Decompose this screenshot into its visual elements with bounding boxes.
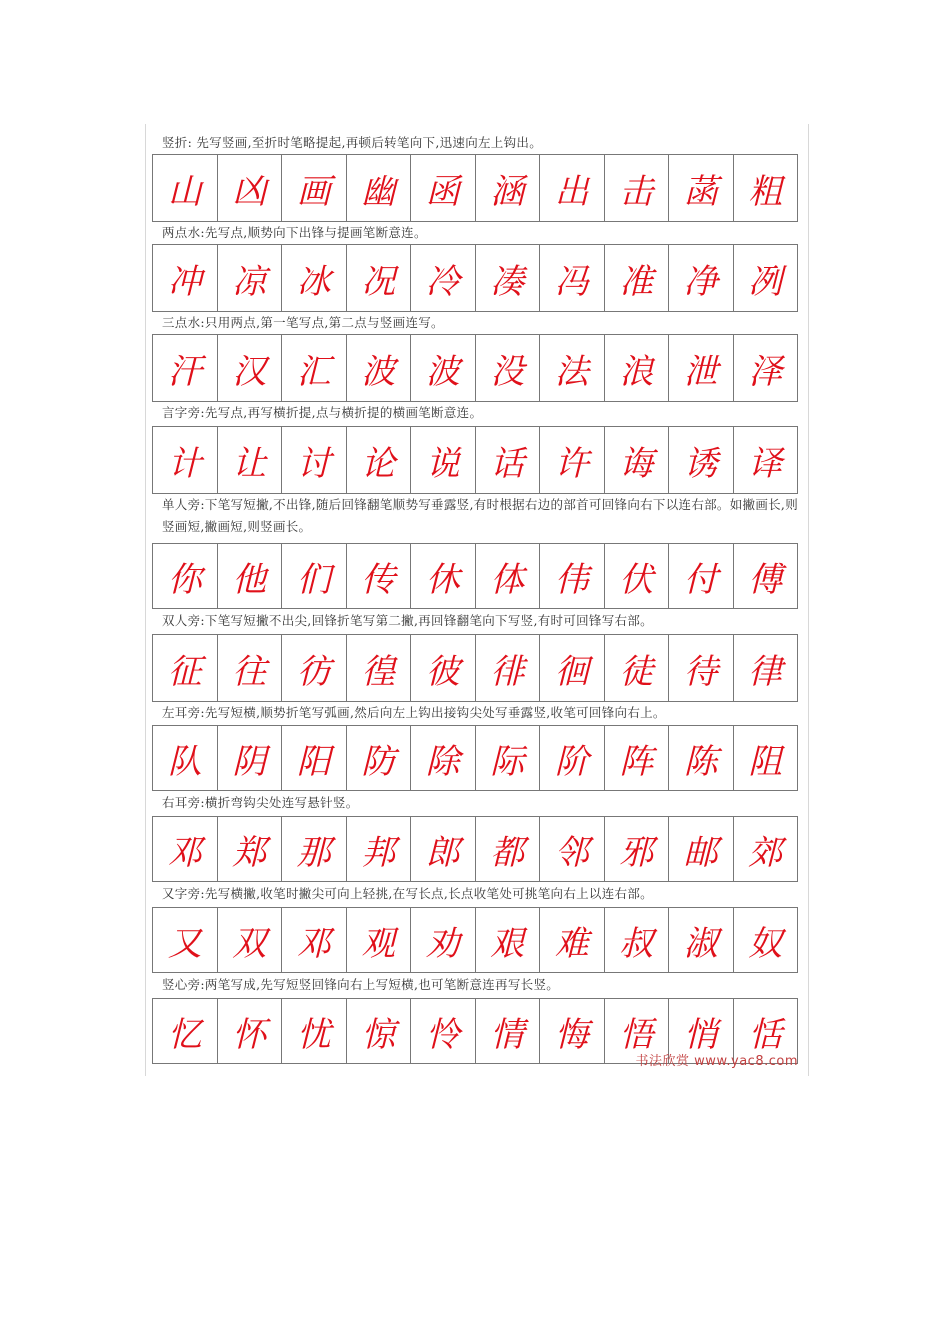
character-cell: 除 [411, 726, 476, 790]
character-cell: 函 [411, 155, 476, 221]
character-cell: 情 [476, 999, 541, 1063]
character-cell: 傅 [748, 559, 783, 600]
section-description: 单人旁:下笔写短撇,不出锋,随后回锋翻笔顺势写垂露竖,有时根据右边的部首可回锋向右下以连右部。如撇画长,则竖画短,撇画短,则竖画长。 [162, 497, 799, 534]
character-cell: 队 [153, 726, 218, 790]
character-cell: 论 [347, 427, 412, 493]
character-cell: 凑 [476, 245, 541, 311]
character-cell: 奴 [748, 923, 783, 964]
character-cell: 冰 [282, 245, 347, 311]
character-cell: 话 [476, 427, 541, 493]
character-cell: 休 [411, 544, 476, 608]
character-grid [152, 907, 798, 973]
character-cell: 冷 [411, 245, 476, 311]
character-cell: 净 [669, 245, 734, 311]
practice-sheet [145, 124, 809, 1076]
character-cell: 郑 [218, 817, 283, 881]
character-cell: 劝 [411, 908, 476, 972]
character-cell: 冽 [748, 261, 783, 302]
character-cell: 又 [153, 908, 218, 972]
character-cell: 阵 [605, 726, 670, 790]
character-grid [152, 543, 798, 609]
character-cell: 阳 [282, 726, 347, 790]
character-cell: 击 [605, 155, 670, 221]
character-cell: 邻 [540, 817, 605, 881]
character-cell: 观 [347, 908, 412, 972]
character-cell: 陈 [669, 726, 734, 790]
character-cell: 汉 [218, 335, 283, 401]
section-description: 右耳旁:横折弯钩尖处连写悬针竖。 [162, 795, 359, 810]
character-cell: 待 [669, 635, 734, 701]
character-cell: 计 [153, 427, 218, 493]
character-cell: 你 [153, 544, 218, 608]
character-cell: 体 [476, 544, 541, 608]
character-cell: 伏 [605, 544, 670, 608]
character-cell: 叔 [605, 908, 670, 972]
character-cell: 让 [218, 427, 283, 493]
character-cell: 防 [347, 726, 412, 790]
character-cell: 诲 [605, 427, 670, 493]
character-cell: 徊 [540, 635, 605, 701]
character-cell: 双 [218, 908, 283, 972]
character-cell: 际 [476, 726, 541, 790]
character-cell: 没 [476, 335, 541, 401]
character-grid [152, 334, 798, 402]
character-cell: 往 [218, 635, 283, 701]
section-description: 竖心旁:两笔写成,先写短竖回锋向右上写短横,也可笔断意连再写长竖。 [162, 977, 560, 992]
character-cell: 邓 [282, 908, 347, 972]
character-cell: 传 [347, 544, 412, 608]
character-cell: 况 [347, 245, 412, 311]
character-cell: 淑 [669, 908, 734, 972]
character-cell: 徒 [605, 635, 670, 701]
character-cell: 律 [748, 651, 783, 692]
character-cell: 泽 [748, 351, 783, 392]
character-cell: 凶 [218, 155, 283, 221]
character-cell: 邦 [347, 817, 412, 881]
character-grid [152, 634, 798, 702]
character-cell: 浪 [605, 335, 670, 401]
character-cell: 恬 [748, 1014, 783, 1055]
character-cell: 涵 [476, 155, 541, 221]
section-description: 双人旁:下笔写短撇不出尖,回锋折笔写第二撇,再回锋翻笔向下写竖,有时可回锋写右部。 [162, 613, 653, 628]
character-cell: 征 [153, 635, 218, 701]
character-cell: 法 [540, 335, 605, 401]
character-cell: 画 [282, 155, 347, 221]
character-cell: 汇 [282, 335, 347, 401]
character-cell: 怀 [218, 999, 283, 1063]
character-cell: 出 [540, 155, 605, 221]
character-cell: 冯 [540, 245, 605, 311]
character-cell: 他 [218, 544, 283, 608]
character-cell: 忧 [282, 999, 347, 1063]
character-cell: 忆 [153, 999, 218, 1063]
character-cell: 说 [411, 427, 476, 493]
character-cell: 准 [605, 245, 670, 311]
character-cell: 泄 [669, 335, 734, 401]
character-cell: 彼 [411, 635, 476, 701]
character-cell: 徘 [476, 635, 541, 701]
character-cell: 难 [540, 908, 605, 972]
character-cell: 悄 [669, 999, 734, 1063]
character-cell: 阻 [748, 741, 783, 782]
character-cell: 菡 [669, 155, 734, 221]
character-cell: 译 [748, 443, 783, 484]
section-description: 言字旁:先写点,再写横折提,点与横折提的横画笔断意连。 [162, 405, 483, 420]
character-cell: 郊 [748, 832, 783, 873]
section-description: 三点水:只用两点,第一笔写点,第二点与竖画连写。 [162, 315, 444, 330]
section-description: 竖折: 先写竖画,至折时笔略提起,再顿后转笔向下,迅速向左上钩出。 [162, 135, 543, 150]
character-grid [152, 154, 798, 222]
character-cell: 幽 [347, 155, 412, 221]
character-cell: 怜 [411, 999, 476, 1063]
character-cell: 郎 [411, 817, 476, 881]
section-description: 左耳旁:先写短横,顺势折笔写弧画,然后向左上钩出接钩尖处写垂露竖,收笔可回锋向右上。 [162, 705, 666, 720]
character-grid [152, 244, 798, 312]
character-cell: 伟 [540, 544, 605, 608]
character-cell: 粗 [748, 171, 783, 212]
character-cell: 许 [540, 427, 605, 493]
character-cell: 凉 [218, 245, 283, 311]
character-cell: 讨 [282, 427, 347, 493]
character-cell: 那 [282, 817, 347, 881]
character-cell: 邮 [669, 817, 734, 881]
character-cell: 波 [347, 335, 412, 401]
section-description: 又字旁:先写横撇,收笔时撇尖可向上轻挑,在写长点,长点收笔处可挑笔向右上以连右部。 [162, 886, 653, 901]
character-cell: 都 [476, 817, 541, 881]
character-cell: 悟 [605, 999, 670, 1063]
character-grid [152, 426, 798, 494]
character-cell: 山 [153, 155, 218, 221]
character-cell: 艰 [476, 908, 541, 972]
section-description: 两点水:先写点,顺势向下出锋与提画笔断意连。 [162, 225, 427, 240]
character-cell: 汗 [153, 335, 218, 401]
character-cell: 悔 [540, 999, 605, 1063]
character-cell: 付 [669, 544, 734, 608]
character-cell: 波 [411, 335, 476, 401]
character-cell: 阶 [540, 726, 605, 790]
character-cell: 惊 [347, 999, 412, 1063]
character-grid [152, 725, 798, 791]
character-cell: 邓 [153, 817, 218, 881]
character-cell: 冲 [153, 245, 218, 311]
character-cell: 徨 [347, 635, 412, 701]
watermark: 书法欣赏 www.yac8.com [635, 1054, 798, 1069]
character-cell: 们 [282, 544, 347, 608]
character-grid [152, 816, 798, 882]
character-cell: 邪 [605, 817, 670, 881]
character-cell: 彷 [282, 635, 347, 701]
character-cell: 阴 [218, 726, 283, 790]
character-cell: 诱 [669, 427, 734, 493]
